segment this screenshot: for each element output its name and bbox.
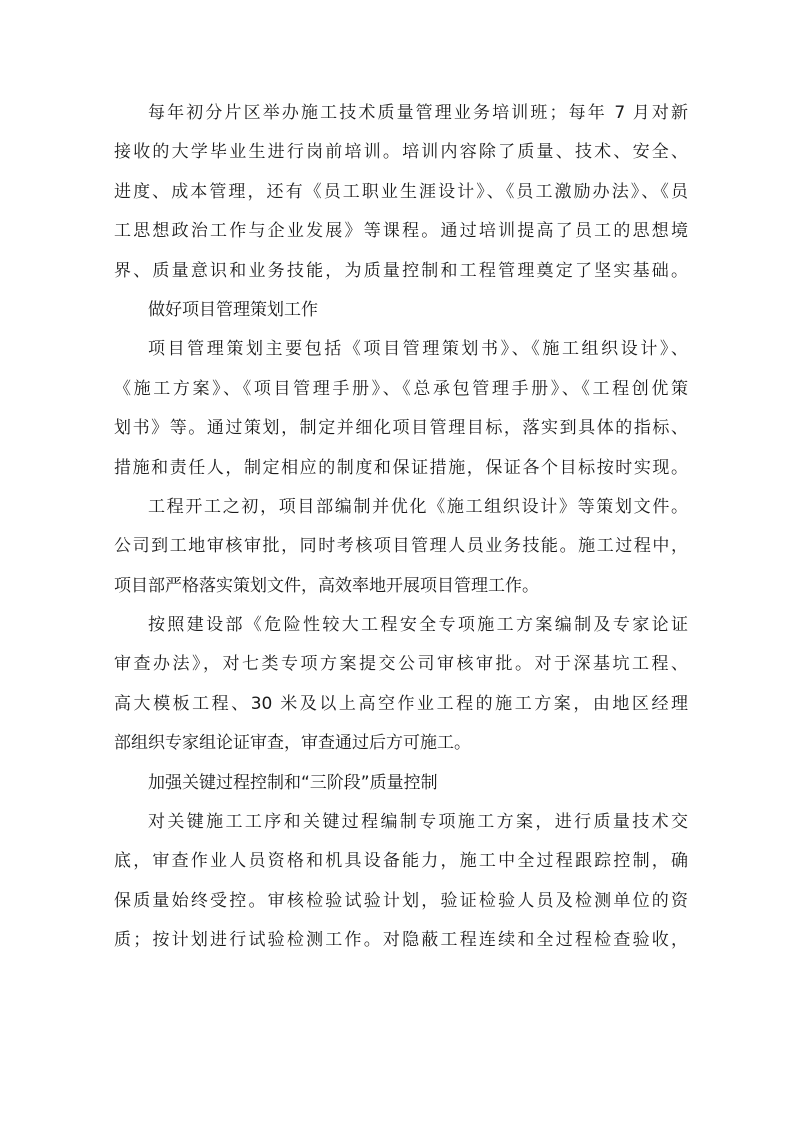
paragraph-training-line-4: 工思想政治工作与企业发展》等课程。通过培训提高了员工的思想境 (114, 221, 688, 242)
paragraph-startup-line-1: 工程开工之初，项目部编制并优化《施工组织设计》等策划文件。 (148, 496, 688, 517)
section-heading-project-planning: 做好项目管理策划工作 (148, 299, 318, 320)
paragraph-training-line-3: 进度、成本管理，还有《员工职业生涯设计》、《员工激励办法》、《员 (114, 181, 688, 202)
paragraph-key-process-line-1: 对关键施工工序和关键过程编制专项施工方案，进行质量技术交 (148, 812, 688, 833)
paragraph-startup-line-3: 项目部严格落实策划文件，高效率地开展项目管理工作。 (114, 575, 539, 596)
paragraph-key-process-line-2: 底，审查作业人员资格和机具设备能力，施工中全过程跟踪控制，确 (114, 851, 688, 872)
paragraph-planning-line-1: 项目管理策划主要包括《项目管理策划书》、《施工组织设计》、 (148, 339, 688, 360)
paragraph-planning-line-3: 划书》等。通过策划，制定并细化项目管理目标，落实到具体的指标、 (114, 418, 688, 439)
paragraph-planning-line-4: 措施和责任人，制定相应的制度和保证措施，保证各个目标按时实现。 (114, 457, 688, 478)
paragraph-special-scheme-line-3: 高大模板工程、30 米及以上高空作业工程的施工方案，由地区经理 (114, 693, 688, 714)
paragraph-key-process-line-4: 质；按计划进行试验检测工作。对隐蔽工程连续和全过程检查验收， (114, 930, 688, 951)
paragraph-special-scheme-line-4: 部组织专家组论证审查，审查通过后方可施工。 (114, 733, 471, 754)
paragraph-training-line-1: 每年初分片区举办施工技术质量管理业务培训班；每年 7 月对新 (148, 103, 688, 123)
paragraph-startup-line-2: 公司到工地审核审批，同时考核项目管理人员业务技能。施工过程中， (114, 536, 688, 557)
paragraph-special-scheme-line-1: 按照建设部《危险性较大工程安全专项施工方案编制及专家论证 (148, 615, 688, 636)
paragraph-special-scheme-line-2: 审查办法》，对七类专项方案提交公司审核审批。对于深基坑工程、 (114, 654, 688, 675)
paragraph-training-line-2: 接收的大学毕业生进行岗前培训。培训内容除了质量、技术、安全、 (114, 142, 688, 163)
paragraph-key-process-line-3: 保质量始终受控。审核检验试验计划，验证检验人员及检测单位的资 (114, 890, 688, 911)
section-heading-key-process-control: 加强关键过程控制和“三阶段”质量控制 (148, 772, 438, 793)
paragraph-planning-line-2: 《施工方案》、《项目管理手册》、《总承包管理手册》、《工程创优策 (114, 378, 688, 399)
body-text (114, 94, 688, 961)
paragraph-training-line-5: 界、质量意识和业务技能，为质量控制和工程管理奠定了坚实基础。 (114, 260, 688, 281)
